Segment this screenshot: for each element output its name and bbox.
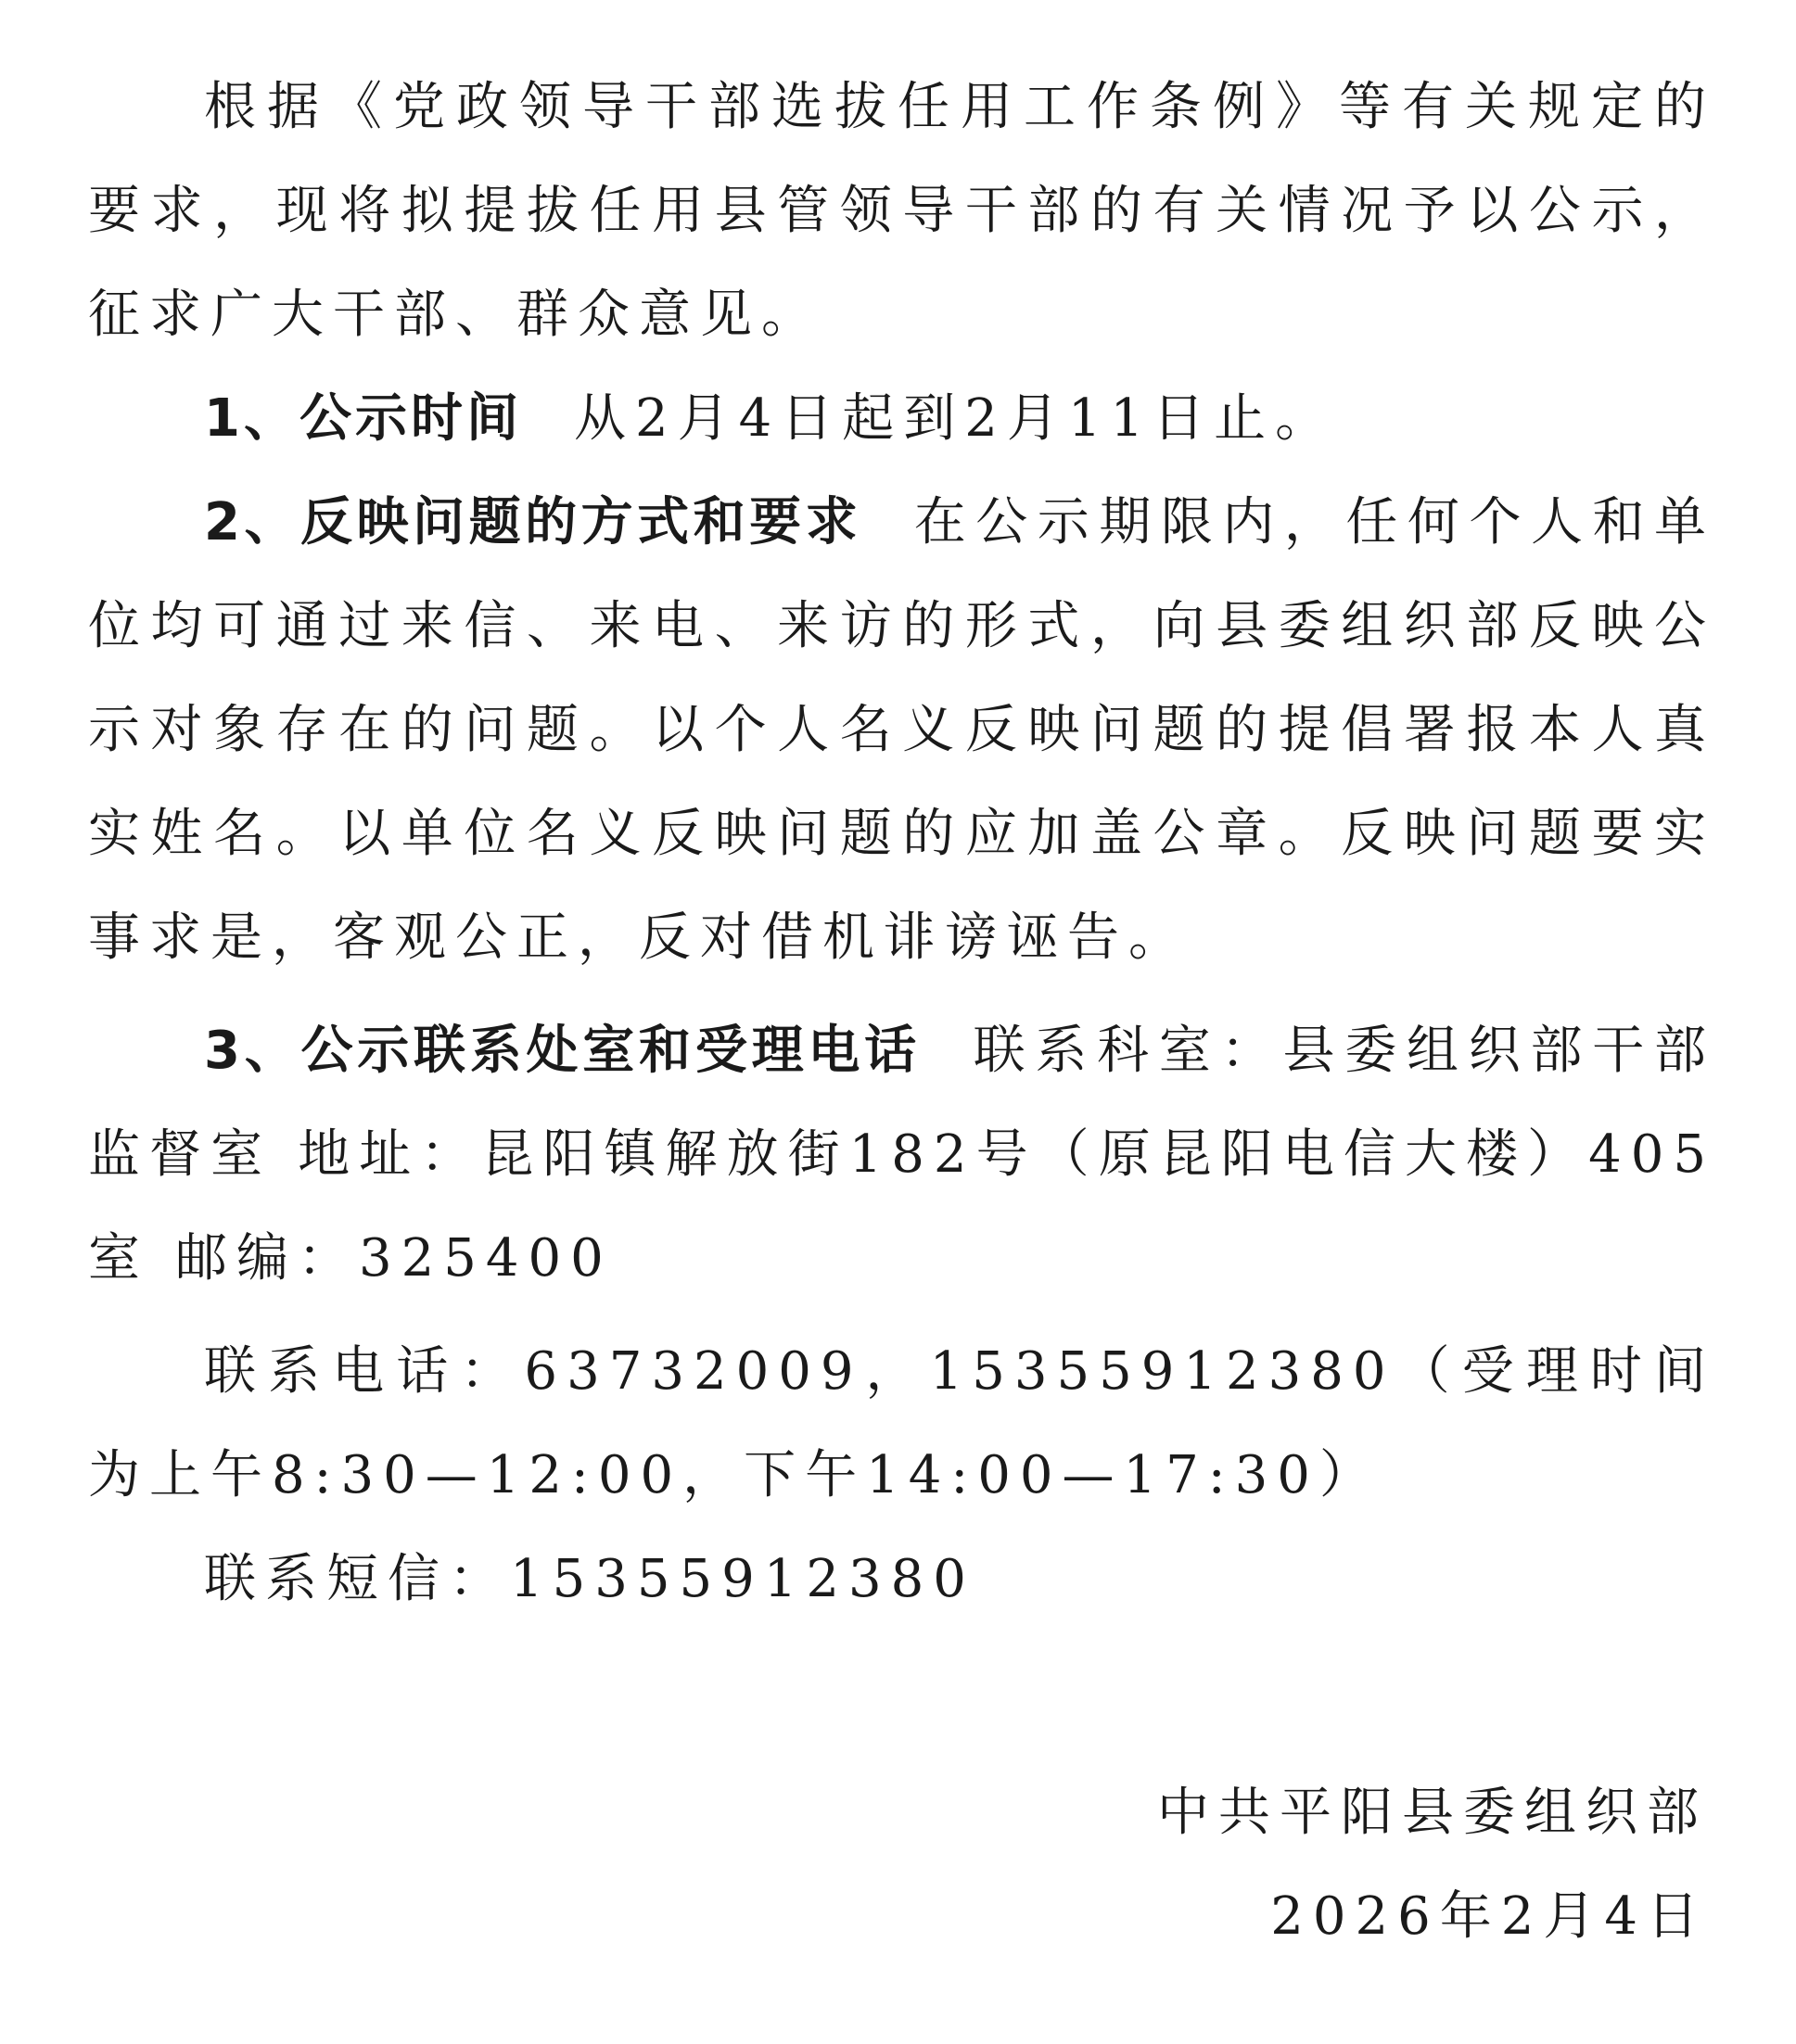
contact-phone: 联系电话：63732009，15355912380（受理时间为上午8:30—12:00，下午14:00—17:30） <box>88 1341 1715 1505</box>
contact-sms: 联系短信：15355912380 <box>204 1549 975 1609</box>
section-2-paragraph <box>88 471 1715 990</box>
section-1-body: 从2月4日起到2月11日止。 <box>573 388 1337 449</box>
document-body <box>88 56 1715 1631</box>
intro-paragraph: 根据《党政领导干部选拔任用工作条例》等有关规定的要求，现将拟提拔任用县管领导干部的有关情况予以公示，征求广大干部、群众意见。 <box>88 77 1715 345</box>
section-3-heading: 3、公示联系处室和受理电话 <box>204 1021 921 1081</box>
signature-organization: 中共平阳县委组织部 <box>1157 1783 1708 1843</box>
section-3-paragraph <box>88 999 1715 1311</box>
contact-postcode: 邮编：325400 <box>175 1228 613 1289</box>
section-2-heading: 2、反映问题的方式和要求 <box>204 492 862 552</box>
section-2-body: 在公示期限内，任何个人和单位均可通过来信、来电、来访的形式，向县委组织部反映公示对象存在的问题。以个人名义反映问题的提倡署报本人真实姓名。以单位名义反映问题的应加盖公章。反映问题要实事求是，客观公正，反对借机诽谤诬告。 <box>88 492 1716 968</box>
section-1-heading: 1、公示时间 <box>204 388 522 449</box>
section-1-paragraph <box>88 367 1715 471</box>
contact-office: 联系科室：县委组织部干部监督室 <box>88 1021 1716 1185</box>
signature-date: 2026年2月4日 <box>1270 1886 1708 1947</box>
contact-address: 地址：昆阳镇解放街182号（原昆阳电信大楼）405室 <box>88 1124 1715 1289</box>
